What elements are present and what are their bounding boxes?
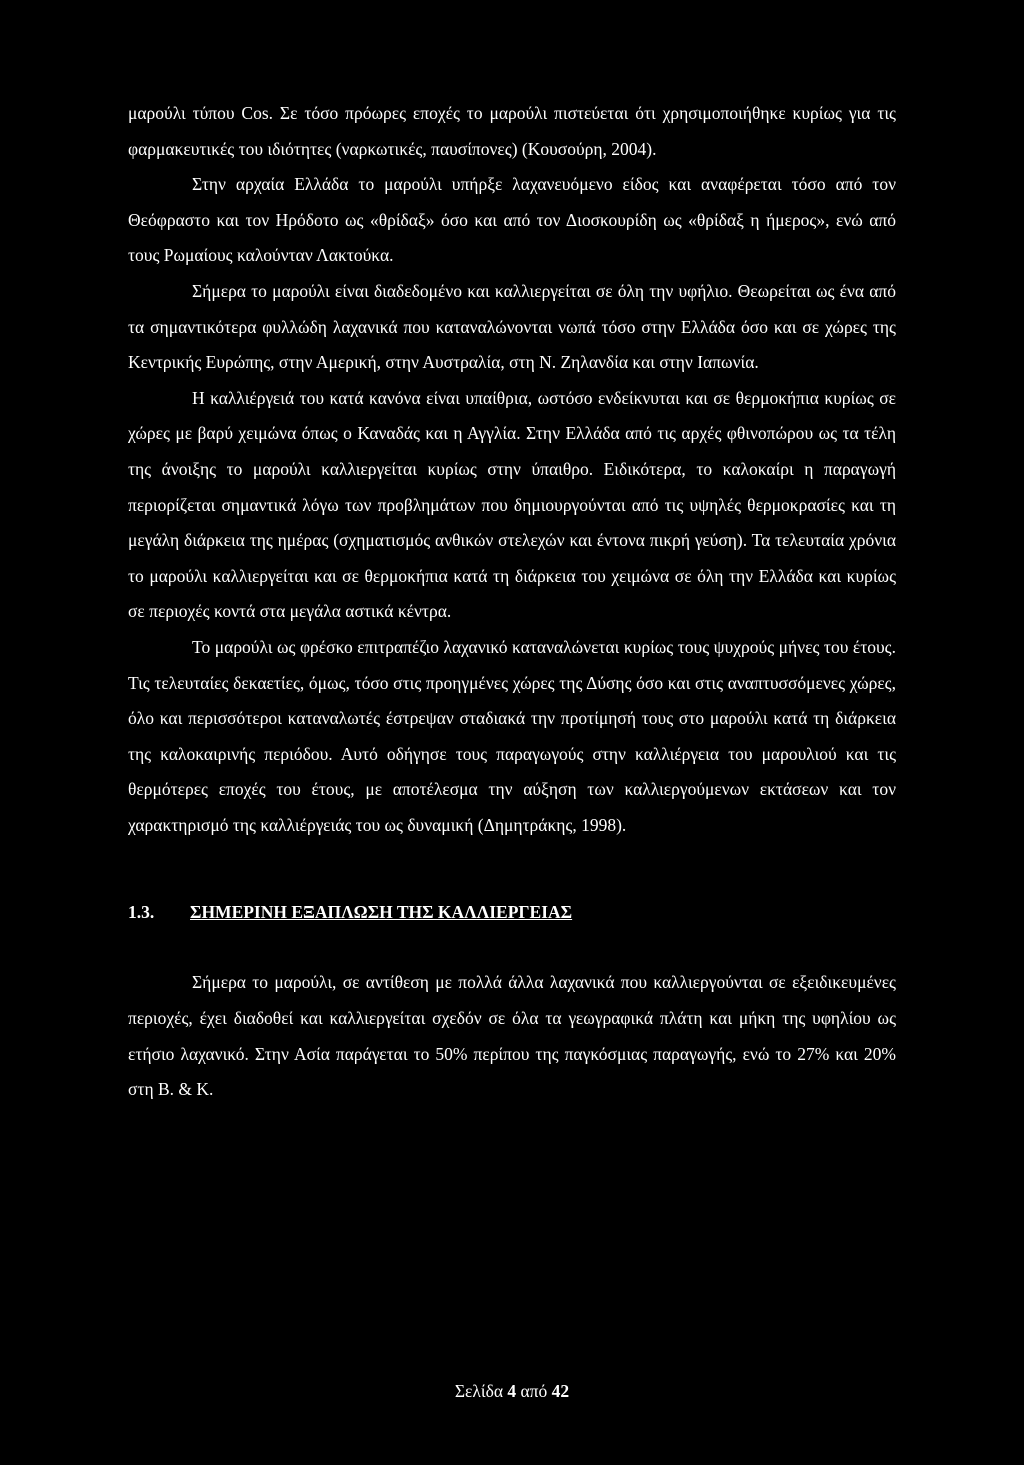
footer-total-pages: 42 bbox=[551, 1381, 570, 1401]
paragraph-1: μαρούλι τύπου Cos. Σε τόσο πρόωρες εποχές το μαρούλι πιστεύεται ότι χρησιμοποιήθηκε κυρίως για τις φαρμακευτικές του ιδιότητες (ναρκωτικές, παυσίπονες) (Κουσούρη, 2004). bbox=[128, 103, 896, 159]
document-page bbox=[128, 96, 896, 1108]
footer-middle: από bbox=[520, 1381, 548, 1401]
page-footer bbox=[0, 1379, 1024, 1403]
footer-current-page: 4 bbox=[507, 1381, 517, 1401]
paragraph-6: Σήμερα το μαρούλι, σε αντίθεση με πολλά άλλα λαχανικά που καλλιεργούνται σε εξειδικευμένες περιοχές, έχει διαδοθεί και καλλιεργείται σχεδόν σε όλα τα γεωγραφικά πλάτη και μήκη της υφηλίου ως ετήσιο λαχανικό. Στην Ασία παράγεται το 50% περίπου της παγκόσμιας παραγωγής, ενώ το 27% και 20% στη Β. & Κ. bbox=[128, 972, 896, 1100]
paragraph-2: Στην αρχαία Ελλάδα το μαρούλι υπήρξε λαχανευόμενο είδος και αναφέρεται τόσο από τον Θεόφραστο και τον Ηρόδοτο ως «θρίδαξ» όσο και από τον Διοσκουρίδη ως «θρίδαξ η ήμερος», ενώ από τους Ρωμαίους καλούνταν Λακτούκα. bbox=[128, 174, 896, 266]
section-title: ΣΗΜΕΡΙΝΗ ΕΞΑΠΛΩΣΗ ΤΗΣ ΚΑΛΛΙΕΡΓΕΙΑΣ bbox=[190, 902, 573, 923]
section-heading bbox=[128, 897, 896, 927]
footer-prefix: Σελίδα bbox=[454, 1381, 503, 1401]
paragraph-3: Σήμερα το μαρούλι είναι διαδεδομένο και καλλιεργείται σε όλη την υφήλιο. Θεωρείται ως ένα από τα σημαντικότερα φυλλώδη λαχανικά που καταναλώνονται νωπά τόσο στην Ελλάδα όσο και σε χώρες της Κεντρικής Ευρώπης, στην Αμερική, στην Αυστραλία, στη Ν. Ζηλανδία και στην Ιαπωνία. bbox=[128, 280, 896, 373]
section-number: 1.3. bbox=[128, 902, 155, 923]
paragraph-4: Η καλλιέργειά του κατά κανόνα είναι υπαίθρια, ωστόσο ενδείκνυται και σε θερμοκήπια κυρίως σε χώρες με βαρύ χειμώνα όπως ο Καναδάς και η Αγγλία. Στην Ελλάδα από τις αρχές φθινοπώρου ως τα τέλη της άνοιξης το μαρούλι καλλιεργείται κυρίως στην ύπαιθρο. Ειδικότερα, το καλοκαίρι η παραγωγή περιορίζεται σημαντικά λόγω των προβλημάτων που δημιουργούνται από τις υψηλές θερμοκρασίες και τη μεγάλη διάρκεια της ημέρας (σχηματισμός ανθικών στελεχών και έντονα πικρή γεύση). Τα τελευταία χρόνια το μαρούλι καλλιεργείται και σε θερμοκήπια κατά τη διάρκεια του χειμώνα σε όλη την Ελλάδα και κυρίως σε περιοχές κοντά στα μεγάλα αστικά κέντρα. bbox=[128, 387, 896, 622]
paragraph-5: Το μαρούλι ως φρέσκο επιτραπέζιο λαχανικό καταναλώνεται κυρίως τους ψυχρούς μήνες του έτους. Τις τελευταίες δεκαετίες, όμως, τόσο στις προηγμένες χώρες της Δύσης όσο και στις αναπτυσσόμενες χώρες, όλο και περισσότεροι καταναλωτές έστρεψαν σταδιακά την προτίμησή τους στο μαρούλι κατά τη διάρκεια της καλοκαιρινής περιόδου. Αυτό οδήγησε τους παραγωγούς στην καλλιέργεια του μαρουλιού και τις θερμότερες εποχές του έτους, με αποτέλεσμα την αύξηση των καλλιεργούμενων εκτάσεων και τον χαρακτηρισμό της καλλιέργειάς του ως δυναμική (Δημητράκης, 1998). bbox=[128, 636, 896, 835]
